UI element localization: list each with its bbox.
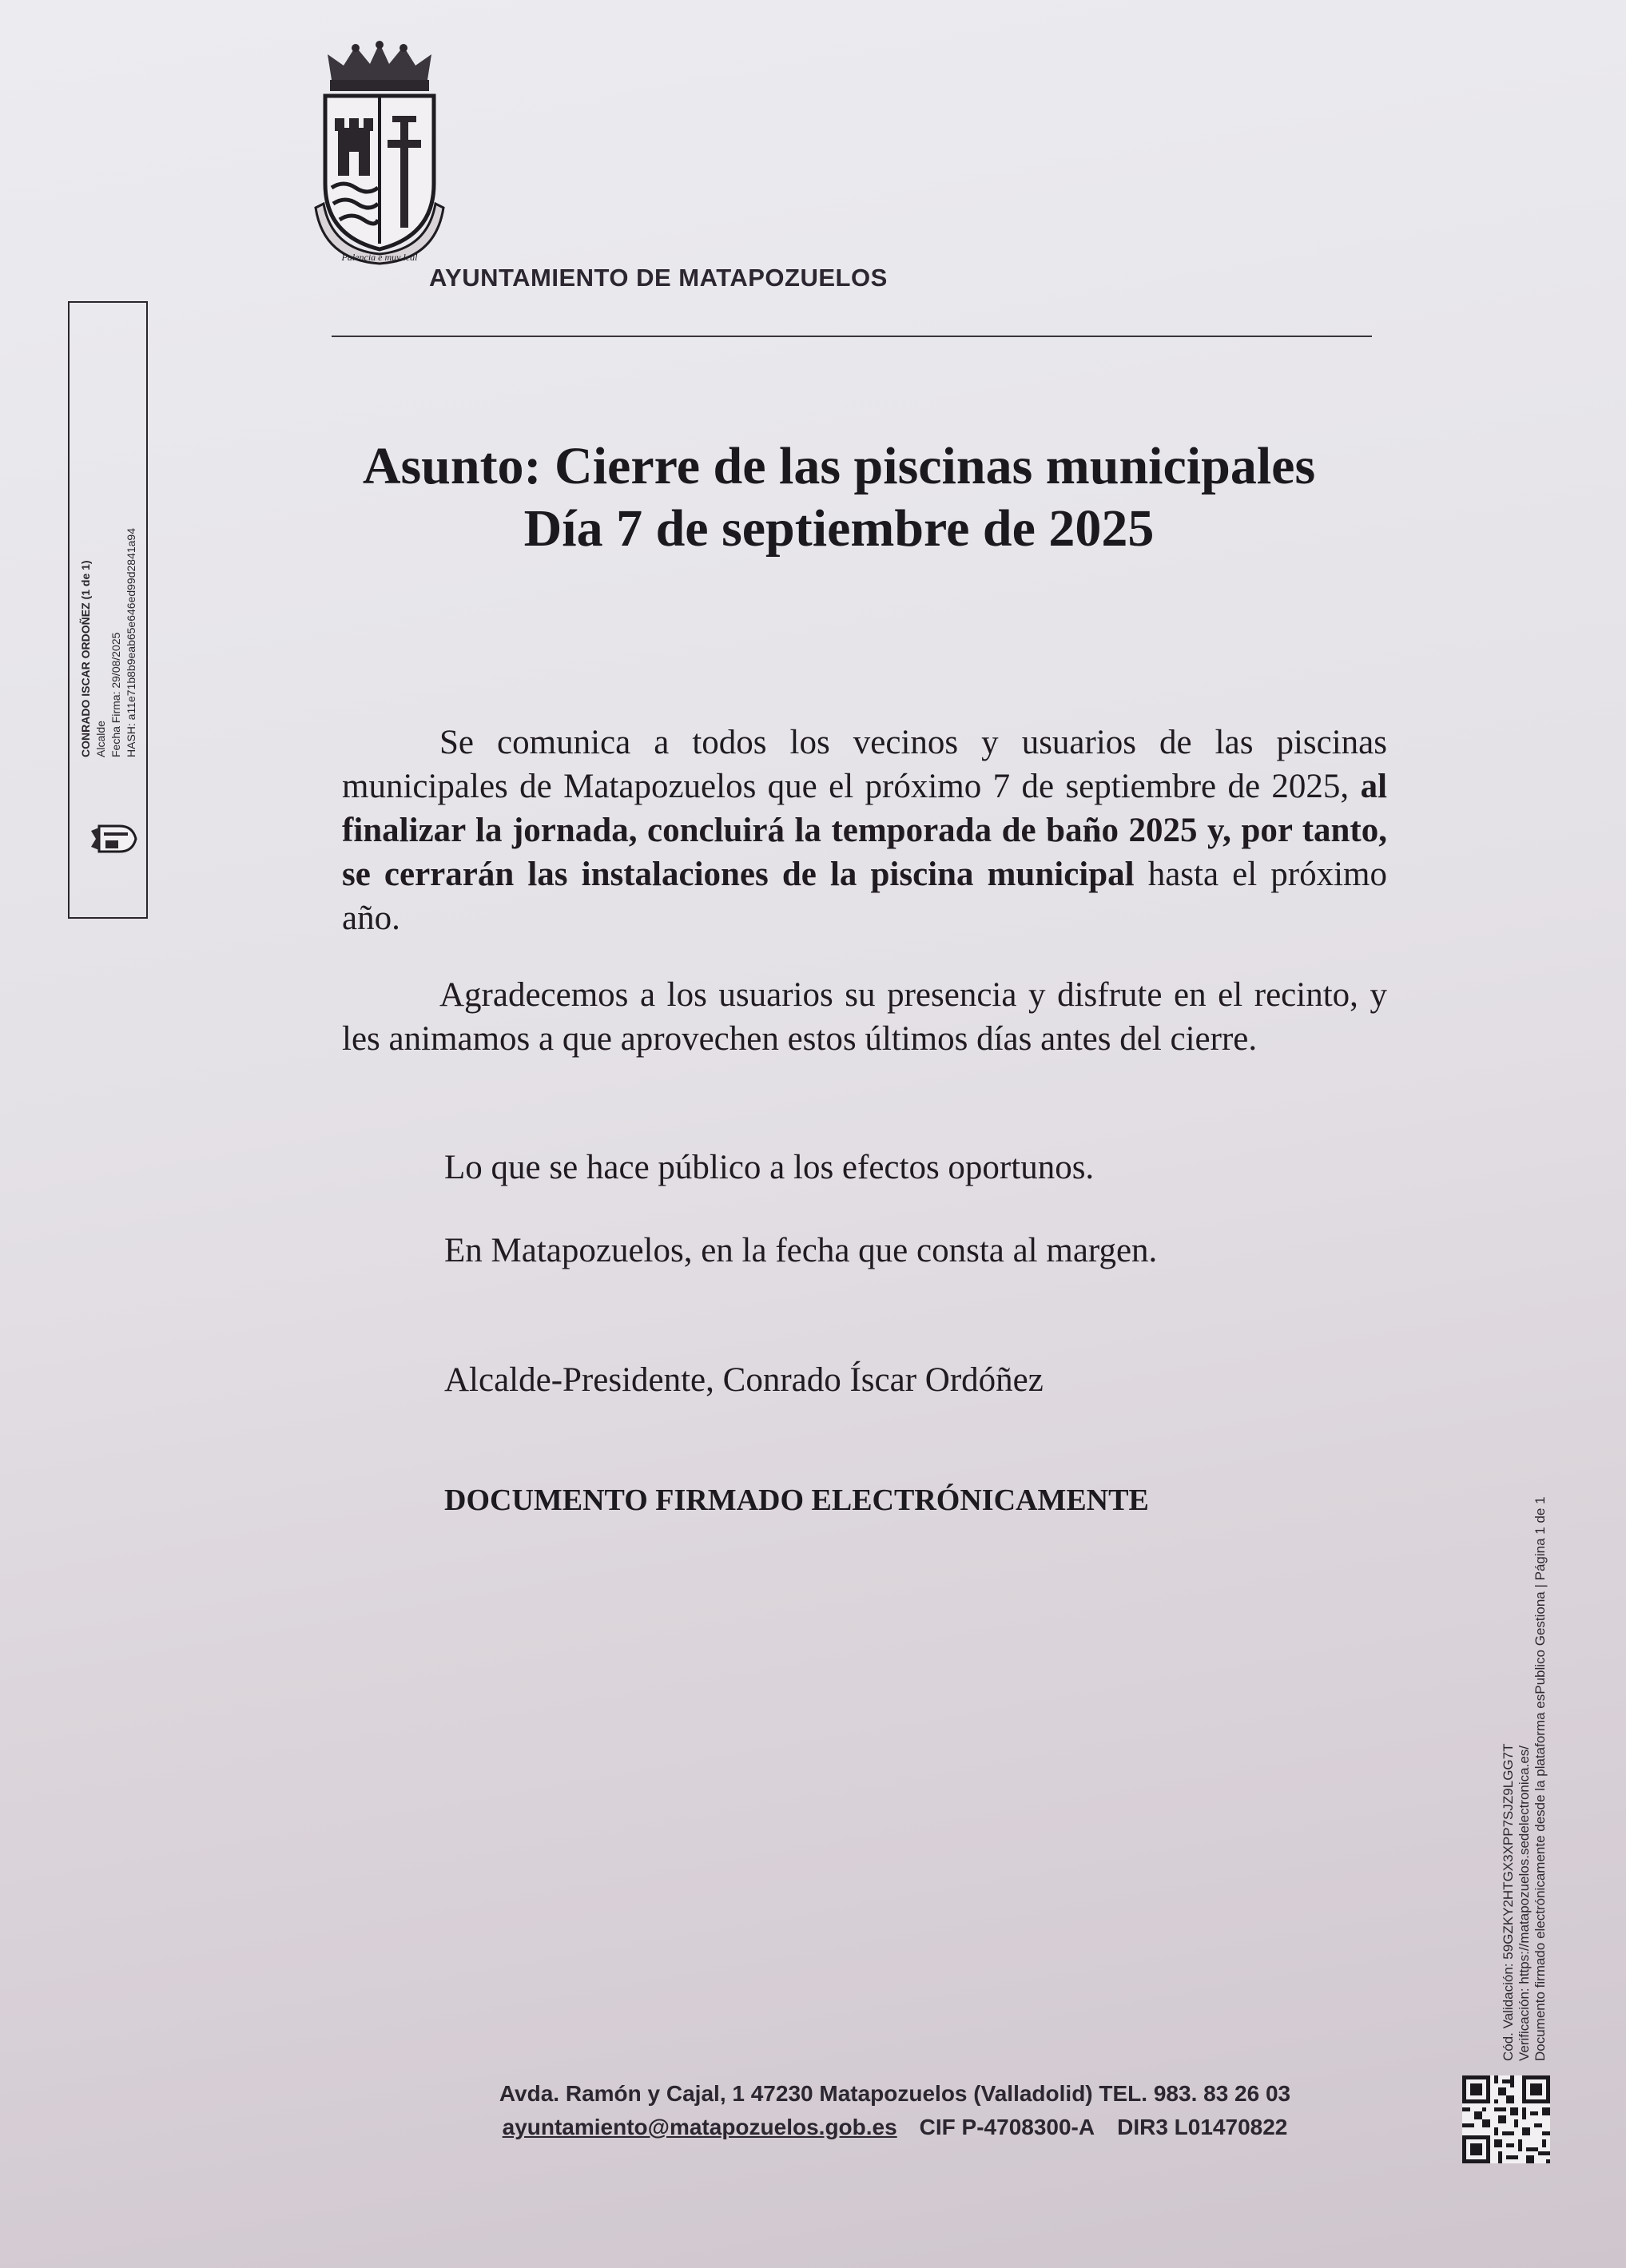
qr-code-icon (1462, 2075, 1550, 2163)
signatory-line: Alcalde-Presidente, Conrado Íscar Ordóñez (444, 1361, 1044, 1399)
footer-contact (447, 2111, 1342, 2144)
verification-url: Verificación: https://matapozuelos.sedelectronica.es/ (1517, 1746, 1532, 2061)
footer-dir3: DIR3 L01470822 (1117, 2115, 1288, 2139)
header-divider (332, 336, 1372, 337)
paragraph-announcement (342, 721, 1387, 940)
announcement-text-b: hasta el próximo año. (342, 856, 1387, 937)
validation-code: Cód. Validación: 59GZKY2HTGX3XPP7SJZ9LGG7T (1501, 1743, 1516, 2061)
signature-date: Fecha Firma: 29/08/2025 (109, 632, 122, 757)
coat-of-arms-icon (308, 40, 451, 272)
title-line-1: Asunto: Cierre de las piscinas municipales (362, 437, 1316, 495)
footer-address: Avda. Ramón y Cajal, 1 47230 Matapozuelos (Valladolid) TEL. 983. 83 26 03 (499, 2081, 1291, 2106)
paragraph-thanks (342, 973, 1387, 1061)
organization-name: AYUNTAMIENTO DE MATAPOZUELOS (429, 264, 888, 292)
validation-info (1501, 1374, 1548, 2061)
electronic-signature-notice: DOCUMENTO FIRMADO ELECTRÓNICAMENTE (444, 1484, 1149, 1517)
signer-name: CONRADO ISCAR ORDOÑEZ (1 de 1) (79, 560, 92, 757)
platform-note: Documento firmado electrónicamente desde la plataforma esPublico Gestiona | Página 1 de 1 (1533, 1496, 1548, 2061)
signature-info (78, 438, 139, 757)
thanks-text: Agradecemos a los usuarios su presencia y disfrute en el recinto, y les animamos a que aprovechen estos últimos días antes del cierre. (342, 976, 1387, 1058)
footer-email-link[interactable]: ayuntamiento@matapozuelos.gob.es (502, 2115, 897, 2139)
footer-cif: CIF P-4708300-A (919, 2115, 1095, 2139)
signer-role: Alcalde (94, 721, 107, 757)
coat-motto: Palencia e muy leal (341, 252, 418, 263)
title-line-2: Día 7 de septiembre de 2025 (523, 499, 1155, 558)
place-date-line: En Matapozuelos, en la fecha que consta al margen. (444, 1232, 1158, 1269)
announcement-text-a: Se comunica a todos los vecinos y usuarios de las piscinas municipales de Matapozuelos que el próximo 7 de septiembre de 2025, (342, 724, 1387, 805)
public-notice-line: Lo que se hace público a los efectos oportunos. (444, 1149, 1095, 1186)
signature-hash: HASH: a11e71b8b9eab65e646ed99d2841a94 (125, 527, 137, 757)
small-coat-of-arms-icon (80, 815, 153, 863)
announcement-text-bold: al finalizar la jornada, concluirá la temporada de baño 2025 y, por tanto, se cerrarán las instalaciones de la piscina municipal (342, 768, 1388, 893)
document-title (224, 435, 1454, 560)
footer (447, 2077, 1342, 2144)
